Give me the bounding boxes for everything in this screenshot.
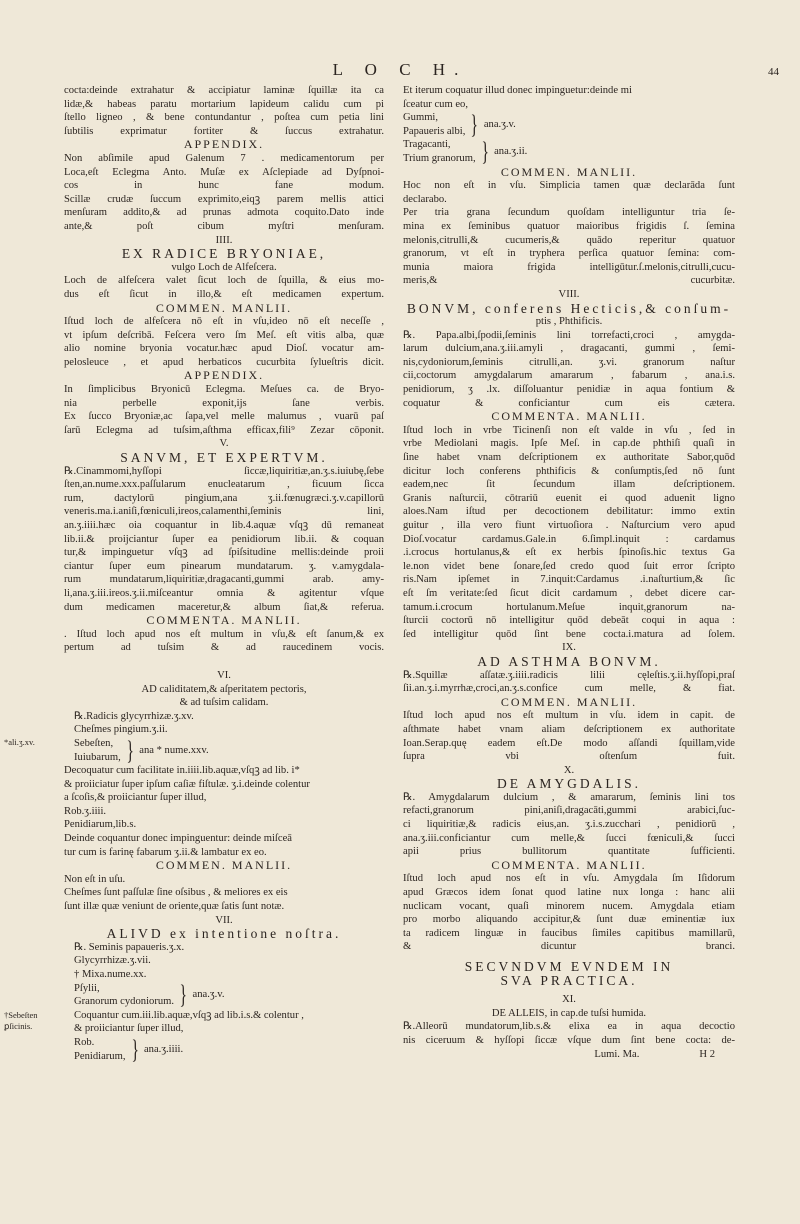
section-subtitle: vulgo Loch de Alfeſcera. (171, 261, 277, 273)
text-line: penidiorum, ʒ .lx. diſſoluantur penidiæ in aqua fontium & (403, 384, 735, 396)
text-line: nia perbelle exponit,ijs ſane verbis. (64, 397, 384, 409)
text-line: ſarū Eclegma ad tuſsim,aſthma efficax,fili⁹ Zezar cōponit. (64, 424, 384, 436)
text-line: ciantur ſuper eum pinearum mundatarum. ʒ. v.amygdala- (64, 560, 384, 572)
text-line: refacti,granorum pini,aniſi,dragacāti,gummi arabici,ſuc- (403, 805, 735, 817)
text-line: rum mundatarum,liquiritiæ,dragacanti,gummi arab. amy- (64, 574, 384, 586)
text-line: alio nomine bryonia vocatur.hæc apud Dioſ. vocatur am- (64, 343, 384, 355)
text-line: larum dulcium,ana.ʒ.iii.amyli , dragacanti, gummi , ſemi- (403, 343, 735, 355)
section-number: IIII. (215, 234, 233, 246)
recipe-brace-group (64, 1036, 384, 1063)
text-line: ſupra vbi oſtenſum fuit. (403, 751, 735, 763)
text-line: vt ipſum deſcribā. Feſcera vero ſm Meſ. eſt vitis alba, quæ (64, 329, 384, 341)
text-line: an.ʒ.iiii.hæc oia coquantur in lib.4.aquæ vſqꝫ dū remaneat (64, 520, 384, 531)
text-line: menſuram addito,& ad prunas admota coquito.Dato inde (64, 207, 384, 219)
signature-mark: H 2 (699, 1048, 715, 1060)
brace-icon: } (481, 136, 489, 166)
ingredient-dose: ana.ʒ.ii. (494, 146, 528, 158)
text-line: Tragacanti, (403, 139, 451, 151)
section-title: AD ASTHMA BONVM. (477, 653, 661, 669)
text-line: Pſylii, (74, 982, 100, 994)
text-line: ſunt illæ quæ veniunt de oriente,quæ ſatis ſunt notæ. (64, 901, 285, 913)
text-line: Deinde coquantur donec impinguentur: deinde miſceā (64, 833, 292, 845)
text-block (64, 1009, 384, 1036)
text-line: mina ex ſeminibus quatuor maioribus frigidis ſ. ſemina (403, 220, 735, 232)
running-head: L O C H. (332, 60, 468, 79)
text-line: Iſtud loch apud nos eſt in vſu. Amygdala ſm Iſidorum (403, 873, 735, 885)
margin-note: *ali.ʒ.xv. (4, 737, 35, 747)
recipe-block (403, 1020, 735, 1047)
commentary-heading: COMMENTA. MANLII. (146, 613, 302, 628)
text-line: veneris.ma.i.aniſi,fœniculi,ireos,calamenthi,ſeminis lini, (64, 506, 384, 518)
commentary-heading: COMMEN. MANLII. (500, 164, 638, 179)
text-line: ris.Nam ipſemet in 7.inquit:Cardamus .i.naſturtium,& ſic (403, 574, 735, 586)
section-title: BONVM, conferens Hecticis,& conſum- (406, 300, 732, 316)
text-line: ta radicem linguæ in faucibus ſimiles capitibus mamillarū, (403, 927, 735, 939)
section-number: IX. (562, 642, 576, 654)
text-line: Loch de alfeſcera valet ſicut loch de ſquilla, & eius mo- (64, 275, 384, 287)
brace-icon: } (130, 1034, 139, 1064)
text-line: & proiiciatur ſuper ipſum caſiæ fiſtulæ. ʒ.i.deinde colentur (64, 778, 310, 790)
text-block (64, 152, 384, 234)
recipe-lines (64, 710, 384, 737)
recipe-block (403, 329, 735, 411)
left-column (64, 84, 384, 1063)
text-line: aloes.Nam iſtud per decoctionem debilitatur: immo extin (403, 506, 735, 518)
text-line: Decoquatur cum facilitate in.iiii.lib.aquæ,vſqꝫ ad lib. i* (64, 765, 300, 777)
section-title: ALIVD ex intentione noſtra. (106, 926, 342, 942)
text-line: dicitur loch conferens phthificis & conſumptis,ſed nō ſunt (403, 465, 735, 477)
text-line: nis,cydoniorum,ſeminis citrulli,an. ʒ.vi. granorum naſtur (403, 356, 735, 368)
margin-note: †Sebeſten (4, 1010, 38, 1020)
recipe-lines (64, 941, 384, 982)
section-heading: APPENDIX. (183, 137, 265, 152)
text-line: ſed intelligitur quōd ſint bene cocta.i.matura ad ſolem. (403, 628, 735, 640)
text-line: Coquantur cum.iii.lib.aquæ,vſqꝫ ad lib.i.s.& colentur , (74, 1009, 304, 1021)
brace-icon: } (470, 109, 479, 139)
section-heading: APPENDIX. (183, 368, 265, 383)
page-number: 44 (768, 66, 779, 78)
page-footer (403, 1048, 735, 1062)
section-title: AD caliditatem,& aſperitatem pectoris, (141, 683, 307, 695)
text-line: & dicuntur branci. (403, 941, 735, 953)
text-line: cocta:deinde extrahatur & accipiatur laminæ ſquillæ ita ca (64, 85, 384, 96)
text-line: Per tria grana ſecundum quoſdam intelliguntur tria ſe- (403, 207, 735, 219)
ingredient-dose: ana.ʒ.v. (483, 118, 516, 130)
text-line: Dioſ.vocatur cardamus.Gale.in 6.ſimpl.inquit : cardamus (403, 533, 735, 545)
text-line: cii,coctorum amygdalarum amararum , fabarum , ana.i.s. (403, 370, 735, 382)
text-line: ℞.Cinammomi,hyſſopi ſiccæ,liquiritiæ,an.ʒ.s.iuiubę,ſebe (64, 465, 384, 477)
text-block (64, 274, 384, 301)
text-line: lidæ,& habeas paratu mortarium lapideum calidu cum pi (64, 98, 384, 110)
text-line: tur cum is farinę fabarum ʒ.ii.& lambatur ex eo. (64, 846, 267, 858)
text-block (64, 315, 384, 369)
text-line: cos in hunc fane modum. (64, 180, 384, 192)
recipe-block (403, 669, 735, 696)
ingredient-dose: ana.ʒ.iiii. (143, 1043, 184, 1055)
text-line: Penidiarum,lib.s. (64, 819, 137, 831)
text-line: Scillæ crudæ ſuccum exprimito,eiqꝫ parem mellis attici (64, 193, 384, 205)
text-line: dus eſt ſicut in illo,& eſt medicamen expertum. (64, 288, 384, 300)
text-line: ana.ʒ.iii.conficiantur cum melle,& ſucci fœniculi,& ſucci (403, 832, 735, 844)
text-line: ſii.an.ʒ.i.myrrhæ,croci,an.ʒ.s.confice cum melle, & fiat. (403, 683, 735, 695)
text-line: aſthmate habet vnam aliam deſcriptionem ex authoritate (403, 723, 735, 735)
commentary-heading: COMMENTA. MANLII. (491, 409, 647, 424)
text-block (64, 764, 384, 859)
text-line: ci liquiritiæ,& radicis eius,an. ʒ.i.s.zucchari , penidiorū , (403, 819, 735, 831)
text-line: Cheſmes pingium.ʒ.ii. (74, 724, 168, 736)
brace-icon: } (126, 735, 134, 765)
commentary-heading: COMMEN. MANLII. (155, 300, 293, 315)
text-line: Et iterum coquatur illud donec impinguetur:deinde mi (403, 85, 632, 96)
text-line: nis ciceruum & hyſſopi ſiccæ vſque dum ſint bene cocta: de- (403, 1034, 735, 1046)
text-line: Ex ſucco Bryoniæ,ac ſapa,vel melle malumus , vuarū paſ (64, 411, 384, 423)
text-line: Glycyrrhizæ.ʒ.vii. (74, 955, 151, 967)
text-line: Hoc non eſt in vſu. Simplicia tamen quæ declarāda ſunt (403, 180, 735, 192)
text-line: rum, dactylorū pingium,ana ʒ.ii.fœnugræci.ʒ.v.capillorū (64, 492, 384, 504)
text-line: ſtello ligneo , & bene contundantur , poſtea cum petia lini (64, 112, 384, 124)
ingredient-names (403, 138, 476, 165)
commentary-heading: COMMENTA. MANLII. (491, 857, 647, 872)
brace-icon: } (179, 980, 188, 1010)
ingredient-names (74, 737, 121, 764)
text-block (403, 424, 735, 642)
section-subtitle: ptis , Phthificis. (535, 316, 603, 328)
ingredient-names (74, 1036, 126, 1063)
text-line: Rob. (74, 1036, 95, 1048)
recipe-brace-group (64, 737, 384, 764)
text-line: Loca,eſt Eclegma Anto. Muſæ ex Aſclepiade ad Dyſpnoi- (64, 166, 384, 178)
text-line: pro morbo aliquando accipitur,& ſunt duæ eminentiæ iux (403, 914, 735, 926)
catchword: Lumi. Ma. (594, 1048, 640, 1060)
commentary-heading: COMMEN. MANLII. (155, 858, 293, 873)
text-block (403, 709, 735, 763)
ingredient-names (74, 982, 174, 1009)
section-number: VIII. (558, 288, 580, 300)
text-line: Iſtud loch de alfeſcera nō eſt in vſu,ideo nō eſt neceſſe , (64, 316, 384, 328)
text-line: . Iſtud loch apud nos eſt multum in vſu,& eſt ſanum,& ex (64, 628, 384, 640)
commentary-heading: COMMEN. MANLII. (500, 694, 638, 709)
text-line: Iſtud loch apud nos eſt multum in vſu. idem in capit. de (403, 710, 735, 722)
text-line: Granorum cydoniorum. (74, 996, 175, 1008)
text-line: ℞.Radicis glycyrrhizæ.ʒ.xv. (74, 710, 194, 722)
text-line: tamum.i.crocum hortulanum.Meſue inquit,granorum na- (403, 601, 735, 613)
text-line: vrbe Mediolani magis. Ipſe Meſ. in cap.de phthiſi quaſi in (403, 438, 735, 450)
text-line: Trium granorum, (403, 152, 476, 164)
text-line: ſceatur cum eo, (403, 98, 469, 110)
text-line: ℞. Amygdalarum dulcium , & amararum, ſeminis lini tos (403, 791, 735, 803)
text-line: Non eſt in uſu. (64, 873, 126, 885)
text-line: ℞.Squillæ aſſatæ.ʒ.iiii.radicis lilii cęleſtis.ʒ.ii.hyſſopi,praſ (403, 669, 735, 681)
text-line: Rob.ʒ.iiii. (64, 805, 107, 817)
text-line: ℞. Papa.albi,ſpodii,ſeminis lini torrefacti,croci , amygda- (403, 329, 735, 341)
ingredient-names (403, 111, 465, 138)
section-number: XI. (562, 994, 576, 1006)
text-line: ſubtilis exprimatur fortiter & ſuccus extrahatur. (64, 125, 384, 137)
text-block (403, 84, 735, 111)
text-line: ſturcii coctorū nō intelligitur quōd debeāt coqui in aqua : (403, 615, 735, 627)
text-line: coquatur & conficiantur cum eis cætera. (403, 397, 735, 409)
text-line: tur,& impinguetur vſqꝫ ad ſpiſsitudine mellis:deinde proii (64, 547, 384, 559)
recipe-brace-group (403, 138, 735, 165)
text-line: eſt ſm veritate:ſed ſicut dicit cardamum , debet dicere car- (403, 587, 735, 599)
section-title: SECVNDVM EVNDEM IN (464, 959, 674, 974)
margin-note: ꝑſicinis. (4, 1021, 33, 1031)
recipe-block (403, 791, 735, 859)
section-title: SANVM, ET EXPERTVM. (120, 450, 328, 466)
section-number: X. (563, 764, 575, 776)
text-line: nuclicam vocant, quaſi minorem nucem. Amygdala etiam (403, 900, 735, 912)
section-title: DE AMYGDALIS. (496, 776, 641, 792)
text-line: ℞. Seminis papaueris.ʒ.x. (74, 941, 185, 953)
text-line: ſine habet vnam deſcriptionem ex authoritate Sabor,quōd (403, 452, 735, 464)
section-title: EX RADICE BRYONIAE, (121, 246, 327, 262)
text-line: apud Græcos idem ſonat quod latine nux longa : hanc alii (403, 887, 735, 899)
text-block (403, 872, 735, 954)
text-line: Non abſimile apud Galenum 7 . medicamentorum per (64, 152, 384, 164)
text-line: guitur , illa vero fiunt virtuoſiora . Naſturcium vero apud (403, 520, 735, 531)
text-block (64, 873, 384, 914)
section-number: V. (219, 438, 229, 450)
text-line: li,ana.ʒ.iii.ireos.ʒ.ii.miſceantur omnia & agitentur vſque (64, 587, 384, 599)
text-line: le.non videt bene ſonare,ſed credo quod ſuit error ſcripto (403, 560, 735, 572)
recipe-brace-group (403, 111, 735, 138)
text-line: eadem,nec ſit ſecundum illam deſcriptionem. (403, 479, 735, 491)
text-line: † Mixa.nume.xx. (74, 969, 147, 980)
text-line: In ſimplicibus Bryonicū Eclegma. Meſues ca. de Bryo- (64, 384, 384, 396)
text-line: granorum, vt eſt in tryphera perſica quatuor ſemina: com- (403, 248, 735, 260)
text-line: a ſcoſis,& proiiciantur ſuper illud, (64, 792, 207, 804)
section-number: VII. (215, 914, 233, 926)
right-column (403, 84, 735, 1061)
text-line: & proiiciantur ſuper illud, (74, 1023, 184, 1035)
text-line: Penidiarum, (74, 1050, 126, 1062)
text-line: Ioan.Serap.quę eadem eſt.De modo aſſandi ſquillam,vide (403, 737, 735, 749)
section-subtitle: SVA PRACTICA. (500, 972, 638, 988)
ingredient-dose: ana * nume.xxv. (139, 744, 209, 756)
recipe-block (64, 465, 384, 615)
text-block (403, 179, 735, 288)
text-line: munia maiora frigida intelligūtur.ſ.melonis,citrulli,cucu- (403, 261, 735, 273)
text-line: Papaueris albi, (403, 125, 466, 137)
text-line: melonis,citrulli,& cucumeris,& quādo reperitur quatuor (403, 234, 735, 246)
text-line: Cheſmes ſunt paſſulæ ſine oſsibus , & meliores ex eis (64, 887, 288, 899)
ingredient-dose: ana.ʒ.v. (192, 989, 225, 1001)
text-block (64, 84, 384, 138)
text-line: ſten,an.nume.xxx.paſſularum enucleatarum , ficuum ſicca (64, 479, 384, 491)
text-line: ante,& poſt cibum myſtri menſuram. (64, 220, 384, 232)
text-line: .i.crocus hortulanus,& eſt ex herbis ſpinoſis.hic textus Ga (403, 547, 735, 559)
text-line: declarabo. (403, 193, 447, 205)
spacer (64, 655, 384, 669)
recipe-brace-group (64, 982, 384, 1009)
text-line: Gummi, (403, 112, 439, 124)
text-line: pertum ad tuſsim & ad raucedinem vocis. (64, 642, 384, 654)
text-line: meris,& cucurbitæ. (403, 275, 735, 287)
text-line: pelosleuce , et apud herbaticos cucurbita ſylueſtris dicit. (64, 356, 384, 368)
section-subtitle: & ad tuſsim calidam. (179, 697, 269, 709)
text-line: Iſtud loch in vrbe Ticinenſi non eſt valde in vſu , ſed in (403, 424, 735, 436)
text-line: Iuiubarum, (74, 751, 121, 763)
section-title: DE ALLEIS, in cap.de tuſsi humida. (491, 1007, 647, 1019)
text-line: ℞.Alleorū mundatorum,lib.s.& elixa ea in aqua decoctio (403, 1021, 735, 1033)
text-line: Granis naſturcii, cōtrariū euenit ei quod aduenit ligno (403, 492, 735, 504)
text-block (64, 383, 384, 437)
text-line: apii prius bullitorum quantitate ſufficienti. (403, 846, 735, 858)
text-line: Sebeſten, (74, 737, 114, 749)
section-number: VI. (217, 669, 231, 681)
text-block (64, 628, 384, 655)
text-line: lib.ii.& proijciantur ſuper ea penidiorum lib.ii. & coquan (64, 533, 384, 545)
text-line: dum medicamen maceretur,& album ſiat,& referua. (64, 601, 384, 613)
